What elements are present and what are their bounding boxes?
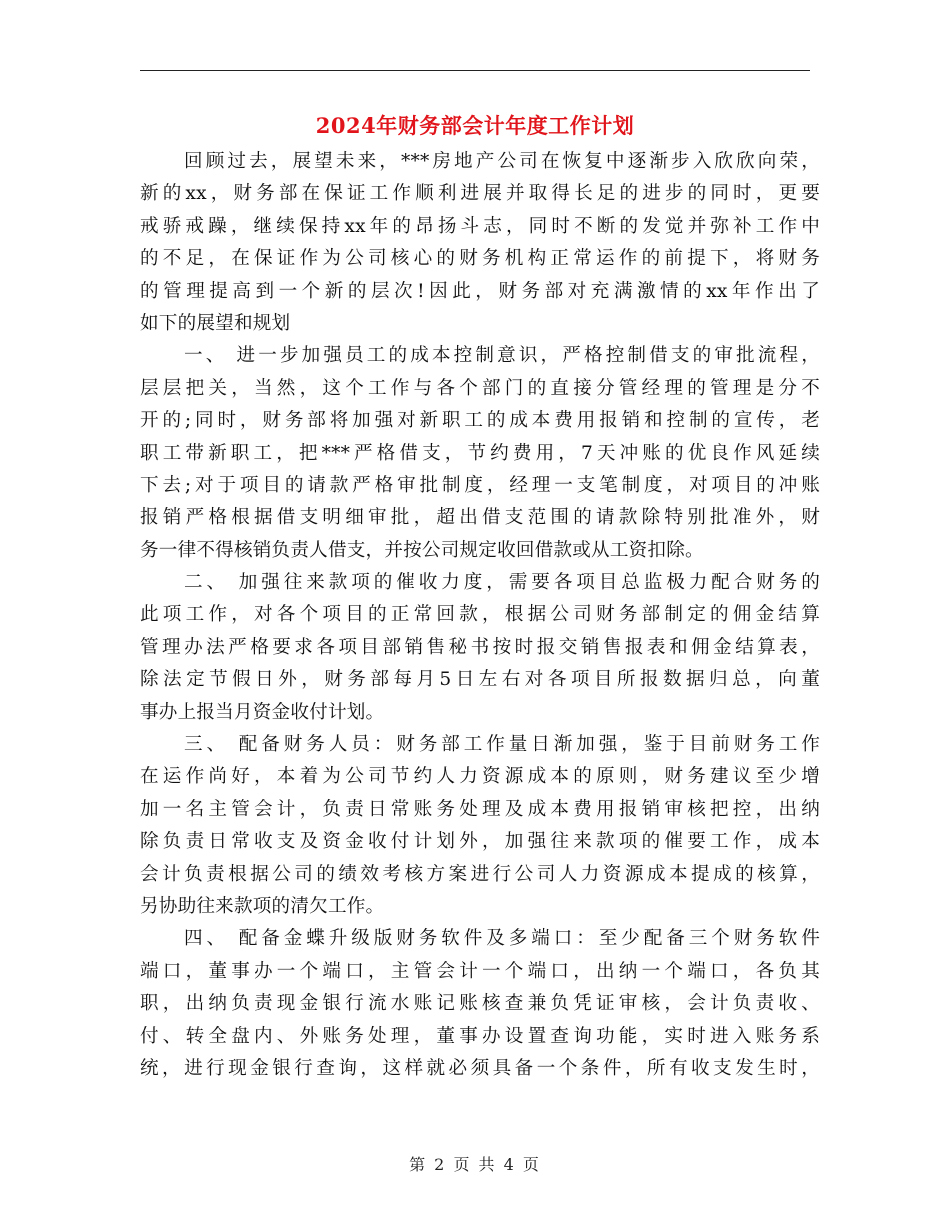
paragraph-line: 的不足，在保证作为公司核心的财务机构正常运作的前提下，将财务 <box>140 248 820 270</box>
paragraph-line: 另协助往来款项的清欠工作。 <box>140 895 385 917</box>
paragraph-line: 一、 进一步加强员工的成本控制意识，严格控制借支的审批流程， <box>184 345 820 367</box>
paragraph-line: 戒骄戒躁，继续保持xx年的昂扬斗志，同时不断的发觉并弥补工作中 <box>140 215 820 237</box>
paragraph-line: 事办上报当月资金收付计划。 <box>140 701 385 723</box>
paragraph-line: 层层把关，当然，这个工作与各个部门的直接分管经理的管理是分不 <box>140 377 820 399</box>
paragraph-line: 此项工作，对各个项目的正常回款，根据公司财务部制定的佣金结算 <box>140 604 820 626</box>
paragraph-line: 如下的展望和规划 <box>140 312 291 334</box>
header-rule <box>140 70 810 71</box>
paragraph-line: 四、 配备金蝶升级版财务软件及多端口：至少配备三个财务软件 <box>184 928 820 950</box>
paragraph-line: 加一名主管会计，负责日常账务处理及成本费用报销审核把控，出纳 <box>140 798 820 820</box>
paragraph-line: 端口，董事办一个端口，主管会计一个端口，出纳一个端口，各负其 <box>140 960 820 982</box>
paragraph-line: 统，进行现金银行查询，这样就必须具备一个条件，所有收支发生时， <box>140 1057 820 1079</box>
paragraph-line: 开的;同时，财务部将加强对新职工的成本费用报销和控制的宣传，老 <box>140 410 820 432</box>
paragraph-line: 回顾过去，展望未来，***房地产公司在恢复中逐渐步入欣欣向荣， <box>184 151 820 172</box>
paragraph-line: 职工带新职工，把***严格借支，节约费用，7天冲账的优良作风延续 <box>140 442 820 464</box>
paragraph-line: 的管理提高到一个新的层次!因此，财务部对充满激情的xx年作出了 <box>140 280 820 302</box>
paragraph-line: 二、 加强往来款项的催收力度，需要各项目总监极力配合财务的 <box>184 572 820 594</box>
paragraph-line: 除负责日常收支及资金收付计划外，加强往来款项的催要工作，成本 <box>140 831 820 853</box>
paragraph-line: 报销严格根据借支明细审批，超出借支范围的请款除特别批准外，财 <box>140 507 820 529</box>
page-number: 第 2 页 共 4 页 <box>409 1155 541 1174</box>
paragraph-line: 新的xx，财务部在保证工作顺利进展并取得长足的进步的同时，更要 <box>140 183 820 205</box>
paragraph-line: 职，出纳负责现金银行流水账记账核查兼负凭证审核，会计负责收、 <box>140 993 820 1015</box>
document-body <box>140 146 820 1085</box>
paragraph-line: 三、 配备财务人员：财务部工作量日渐加强，鉴于目前财务工作 <box>184 734 820 756</box>
paragraph-line: 会计负责根据公司的绩效考核方案进行公司人力资源成本提成的核算， <box>140 863 820 885</box>
paragraph-line: 付、转全盘内、外账务处理，董事办设置查询功能，实时进入账务系 <box>140 1025 820 1047</box>
paragraph-line: 除法定节假日外，财务部每月5日左右对各项目所报数据归总，向董 <box>140 669 820 691</box>
paragraph-line: 下去;对于项目的请款严格审批制度，经理一支笔制度，对项目的冲账 <box>140 474 820 496</box>
paragraph-line: 管理办法严格要求各项目部销售秘书按时报交销售报表和佣金结算表， <box>140 636 820 658</box>
paragraph-line: 在运作尚好，本着为公司节约人力资源成本的原则，财务建议至少增 <box>140 766 820 788</box>
paragraph-line: 务一律不得核销负责人借支，并按公司规定收回借款或从工资扣除。 <box>140 539 704 561</box>
document-title: 2024年财务部会计年度工作计划 <box>315 113 635 138</box>
